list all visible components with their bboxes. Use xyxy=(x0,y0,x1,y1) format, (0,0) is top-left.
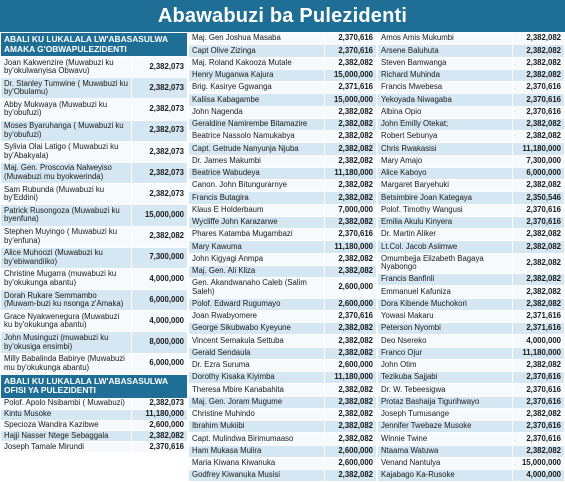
name-cell: Moses Byaruhanga ( Muwabuzi ku by'obufuzi) xyxy=(4,122,124,139)
name-cell: Gen. Akandwanaho Caleb (Salim Saleh) xyxy=(192,279,307,296)
name-cell: John Nagenda xyxy=(192,107,243,116)
table-row xyxy=(189,45,376,57)
table-row xyxy=(189,33,376,45)
table-row xyxy=(378,94,564,106)
name-cell: Beatrice Wabudeya xyxy=(192,169,260,178)
amount-cell: 2,370,616 xyxy=(512,94,564,105)
table-row xyxy=(1,248,187,269)
name-cell: Francis Butagira xyxy=(192,193,249,202)
table-row xyxy=(189,397,376,409)
name-cell: Klaus E Holderbaum xyxy=(192,205,264,214)
amount-cell: 2,382,082 xyxy=(324,409,376,420)
amount-cell: 7,300,000 xyxy=(131,248,187,268)
name-cell: Franco Ojur xyxy=(381,348,423,357)
table-row xyxy=(189,180,376,192)
table-row xyxy=(189,470,376,482)
amount-cell: 4,000,000 xyxy=(131,269,187,289)
name-cell: Richard Muhinda xyxy=(381,71,440,80)
amount-cell: 2,370,616 xyxy=(512,217,564,228)
name-cell: Brig. Kasirye Ggwanga xyxy=(192,83,272,92)
name-cell: Wycliffe John Karazarwe xyxy=(192,218,278,227)
amount-cell: 2,600,000 xyxy=(324,360,376,371)
table-row xyxy=(378,397,564,409)
amount-cell: 11,180,000 xyxy=(324,372,376,383)
table-row xyxy=(378,143,564,155)
amount-cell: 2,382,082 xyxy=(324,156,376,167)
table-row xyxy=(189,82,376,94)
amount-cell: 2,382,082 xyxy=(324,107,376,118)
name-cell: Arsene Baluhuta xyxy=(381,46,439,55)
column-2 xyxy=(189,33,376,482)
name-cell: Capt. Getrude Nanyunja Njuba xyxy=(192,144,299,153)
name-cell: Venand Nantulya xyxy=(381,459,441,468)
table-row xyxy=(378,372,564,384)
name-cell: Dr. W. Tebeesigwa xyxy=(381,385,446,394)
name-cell: Dorothy Kisaka Kiyimba xyxy=(192,373,275,382)
amount-cell: 2,382,073 xyxy=(131,399,187,409)
table-row xyxy=(189,192,376,204)
name-cell: Alice Kaboyo xyxy=(381,169,427,178)
name-cell: Capt Olive Zizinga xyxy=(192,46,256,55)
name-cell: Robert Sebunya xyxy=(381,132,438,141)
table-row xyxy=(1,78,187,99)
amount-cell: 8,000,000 xyxy=(131,332,187,352)
amount-cell: 2,382,082 xyxy=(512,131,564,142)
table-row xyxy=(378,82,564,94)
amount-cell: 2,600,000 xyxy=(324,458,376,469)
amount-cell: 11,180,000 xyxy=(324,241,376,252)
amount-cell: 2,382,082 xyxy=(512,254,564,274)
name-cell: Ntaama Watuwa xyxy=(381,446,439,455)
name-cell: Christine Muhindo xyxy=(192,410,255,419)
table-row xyxy=(378,33,564,45)
name-cell: Betsimbire Joan Kategaya xyxy=(381,193,473,202)
amount-cell: 2,382,073 xyxy=(131,184,187,204)
name-cell: Phares Katamba Mugambazi xyxy=(192,230,293,239)
table-row xyxy=(189,156,376,168)
table-row xyxy=(189,421,376,433)
amount-cell: 11,180,000 xyxy=(131,410,187,420)
amount-cell: 2,382,082 xyxy=(324,335,376,346)
table-row xyxy=(189,168,376,180)
name-cell: Beatrice Nassolo Namukabya xyxy=(192,132,295,141)
name-cell: Omumbejja Elizabeth Bagaya Nyabongo xyxy=(381,254,484,272)
table-row xyxy=(1,142,187,163)
amount-cell: 2,370,616 xyxy=(512,384,564,395)
name-cell: Francis Mwebesa xyxy=(381,83,443,92)
table-row xyxy=(378,446,564,458)
name-cell: John Musinguzi (muwabuzi ku by'okusiga ensimbi) xyxy=(4,333,109,351)
table-row xyxy=(1,99,187,120)
name-cell: Abby Mukwaya (Muwabuzi ku by'obufuzi) xyxy=(4,100,108,118)
amount-cell: 2,382,082 xyxy=(324,433,376,444)
name-cell: Maj. Gen Joshua Masaba xyxy=(192,34,281,43)
name-cell: Amos Amis Mukumbi xyxy=(381,34,454,43)
name-cell: Deo Nsereko xyxy=(381,336,427,345)
table-row xyxy=(378,119,564,131)
name-cell: Vincent Semakula Settuba xyxy=(192,336,284,345)
table-row xyxy=(378,217,564,229)
amount-cell: 11,180,000 xyxy=(512,348,564,359)
table-row xyxy=(189,70,376,82)
table-row xyxy=(189,254,376,266)
amount-cell: 15,000,000 xyxy=(131,205,187,225)
column-3 xyxy=(378,33,564,482)
amount-cell: 2,370,616 xyxy=(324,311,376,322)
table-row xyxy=(189,107,376,119)
table-row xyxy=(1,399,187,410)
amount-cell: 2,382,082 xyxy=(324,143,376,154)
table-row xyxy=(378,409,564,421)
name-cell: Geraldine Namirembe Bitamazire xyxy=(192,120,308,129)
table-row xyxy=(189,241,376,253)
table-row xyxy=(378,205,564,217)
amount-cell: 2,382,082 xyxy=(512,274,564,285)
section-rows xyxy=(1,57,187,375)
amount-cell: 2,382,082 xyxy=(131,227,187,247)
name-cell: Alice Muhoozi (Muwabuzi ku by'ebiwandiiko) xyxy=(4,249,103,266)
table-row xyxy=(378,421,564,433)
amount-cell: 2,382,082 xyxy=(512,241,564,252)
amount-cell: 2,370,616 xyxy=(512,397,564,408)
section-header: ABALI KU LUKALALA LW'ABASASULWA AMAKA G'OBWAPULEZIDENTI xyxy=(1,33,187,57)
table-row xyxy=(378,229,564,241)
amount-cell: 2,370,616 xyxy=(512,82,564,93)
amount-cell: 2,600,000 xyxy=(324,446,376,457)
table-row xyxy=(1,269,187,290)
table-row xyxy=(1,311,187,332)
table-row xyxy=(378,168,564,180)
table-row xyxy=(189,433,376,445)
page-title: Abawabuzi ba Pulezidenti xyxy=(0,0,565,32)
amount-cell: 2,382,073 xyxy=(131,121,187,141)
amount-cell: 2,382,082 xyxy=(512,45,564,56)
amount-cell: 11,180,000 xyxy=(324,168,376,179)
table-row xyxy=(189,323,376,335)
name-cell: Yowasi Makaru xyxy=(381,312,434,321)
name-cell: Henry Muganwa Kajura xyxy=(192,71,274,80)
name-cell: Kaliisa Kabagambe xyxy=(192,95,260,104)
name-cell: Kintu Musoke xyxy=(4,410,52,419)
amount-cell: 4,000,000 xyxy=(131,311,187,331)
amount-cell: 2,371,616 xyxy=(512,323,564,334)
amount-cell: 4,000,000 xyxy=(512,335,564,346)
name-cell: Capt. Mulindwa Birimumaaso xyxy=(192,434,294,443)
name-cell: John Kigyagi Anmpa xyxy=(192,254,264,263)
table-row xyxy=(378,299,564,311)
name-cell: Ham Mukasa Mulira xyxy=(192,446,262,455)
amount-cell: 2,382,082 xyxy=(512,446,564,457)
amount-cell: 2,382,073 xyxy=(131,99,187,119)
amount-cell: 2,382,082 xyxy=(512,58,564,69)
table-row xyxy=(378,348,564,360)
name-cell: Maj. Gen. Proscovia Nalweyiso (Muwabuzi mu byokwerinda) xyxy=(4,164,112,182)
table-row xyxy=(189,384,376,396)
table-row xyxy=(189,143,376,155)
name-cell: Mary Kawuma xyxy=(192,242,242,251)
name-cell: Dr. Stanley Tumwine ( Muwabuzi ku by'Obulamu) xyxy=(4,79,128,97)
name-cell: Dr. Martin Aliker xyxy=(381,230,437,239)
name-cell: John Emilly Otekat; xyxy=(381,120,449,129)
table-row xyxy=(378,241,564,253)
name-cell: Gerald Sendaula xyxy=(192,348,251,357)
amount-cell: 6,000,000 xyxy=(512,168,564,179)
table-row xyxy=(189,311,376,323)
amount-cell: 2,600,000 xyxy=(324,299,376,310)
name-cell: Kajabago Ka-Rusoke xyxy=(381,471,455,480)
amount-cell: 2,382,082 xyxy=(324,119,376,130)
name-cell: Maj. Gen. Ali Kliza xyxy=(192,267,256,276)
amount-cell: 2,382,082 xyxy=(512,70,564,81)
name-cell: Specioza Wandira Kazibwe xyxy=(4,421,99,430)
name-cell: Joseph Tamale Mirundi xyxy=(4,443,85,452)
table-row xyxy=(378,384,564,396)
table-row xyxy=(189,217,376,229)
table-row xyxy=(189,278,376,299)
name-cell: Polof. Apolo Nsibambi ( Muwabuzi) xyxy=(4,399,125,408)
name-cell: Grace Nyakwenegura (Muwabuzi ku by'okukunga abantu) xyxy=(4,312,120,330)
table-row xyxy=(378,107,564,119)
table-row xyxy=(378,311,564,323)
amount-cell: 6,000,000 xyxy=(131,354,187,374)
name-cell: Joan Kakwenzire (Muwabuzi ku by'okulwanyisa Obwavu) xyxy=(4,58,114,76)
table-row xyxy=(378,323,564,335)
name-cell: John Otim xyxy=(381,361,417,370)
name-cell: Joan Rwabyomere xyxy=(192,312,258,321)
amount-cell: 2,382,082 xyxy=(324,192,376,203)
amount-cell: 2,382,082 xyxy=(324,58,376,69)
name-cell: Stephen Muyingo ( Muwabuzi ku by'enfuna) xyxy=(4,228,118,245)
name-cell: Mary Amajo xyxy=(381,156,423,165)
table-row xyxy=(1,121,187,142)
name-cell: Dora Kibende Muchokori xyxy=(381,299,467,308)
name-cell: Emmanuel Kafuniza xyxy=(381,287,451,296)
amount-cell: 2,371,616 xyxy=(324,82,376,93)
name-cell: Lt.Col. Jacob Asiimwe xyxy=(381,242,458,251)
amount-cell: 2,370,616 xyxy=(131,442,187,452)
table-row xyxy=(1,290,187,311)
amount-cell: 2,382,082 xyxy=(512,286,564,297)
amount-cell: 2,382,082 xyxy=(324,384,376,395)
name-cell: Maj. Roland Kakooza Mutale xyxy=(192,58,292,67)
amount-cell: 2,382,082 xyxy=(512,409,564,420)
amount-cell: 2,382,082 xyxy=(324,348,376,359)
table-row xyxy=(189,299,376,311)
amount-cell: 2,382,082 xyxy=(512,119,564,130)
table-row xyxy=(378,58,564,70)
amount-cell: 2,370,616 xyxy=(512,107,564,118)
section-rows xyxy=(1,399,187,453)
table-row xyxy=(189,58,376,70)
amount-cell: 7,000,000 xyxy=(324,205,376,216)
amount-cell: 2,382,082 xyxy=(324,323,376,334)
amount-cell: 2,600,000 xyxy=(131,421,187,431)
amount-cell: 11,180,000 xyxy=(512,143,564,154)
table-row xyxy=(378,254,564,275)
amount-cell: 15,000,000 xyxy=(324,70,376,81)
name-cell: Dr. Ezra Suruma xyxy=(192,361,250,370)
name-cell: Ibrahim Mukiibi xyxy=(192,422,245,431)
name-cell: Milly Babalinda Babirye (Muwabuzi mu by'okukunga abantu) xyxy=(4,355,125,372)
table-row xyxy=(1,227,187,248)
amount-cell: 2,370,616 xyxy=(512,205,564,216)
amount-cell: 2,382,082 xyxy=(324,421,376,432)
table-row xyxy=(378,458,564,470)
amount-cell: 2,350,546 xyxy=(512,192,564,203)
table-row xyxy=(378,192,564,204)
name-cell: Sam Rubunda (Muwabuzi ku by'Eddini) xyxy=(4,185,105,203)
table-row xyxy=(189,335,376,347)
name-cell: Patrick Rusongoza (Muwabuzi ku byenfuna) xyxy=(4,206,120,224)
table-row xyxy=(1,431,187,442)
amount-cell: 2,370,616 xyxy=(324,45,376,56)
table-row xyxy=(189,205,376,217)
table-row xyxy=(1,332,187,353)
name-cell: Sylivia Olai Latigo ( Muwabuzi ku by'Abakyala) xyxy=(4,143,119,160)
name-cell: George Sikubwabo Kyeyune xyxy=(192,324,291,333)
amount-cell: 2,370,616 xyxy=(512,433,564,444)
table-row xyxy=(378,433,564,445)
amount-cell: 2,370,616 xyxy=(324,229,376,240)
name-cell: Canon. John Bitungurarnye xyxy=(192,181,287,190)
amount-cell: 2,382,073 xyxy=(131,142,187,162)
table-row xyxy=(189,94,376,106)
table-row xyxy=(1,421,187,432)
name-cell: Peterson Nyombi xyxy=(381,324,441,333)
amount-cell: 2,600,000 xyxy=(324,278,376,298)
amount-cell: 2,371,616 xyxy=(512,311,564,322)
table-row xyxy=(378,335,564,347)
amount-cell: 2,382,082 xyxy=(324,131,376,142)
name-cell: Dorah Rukare Semmambo (Muwam-buzi ku nsonga z'Amaka) xyxy=(4,291,124,309)
amount-cell: 4,000,000 xyxy=(512,470,564,481)
amount-cell: 7,300,000 xyxy=(512,156,564,167)
table-row xyxy=(378,274,564,286)
name-cell: Polof. Timothy Wangusi xyxy=(381,205,463,214)
name-cell: Yekoyada Niwagaba xyxy=(381,95,452,104)
amount-cell: 2,382,073 xyxy=(131,163,187,183)
amount-cell: 15,000,000 xyxy=(324,94,376,105)
table-row xyxy=(378,70,564,82)
table-row xyxy=(378,286,564,298)
amount-cell: 2,370,616 xyxy=(512,372,564,383)
amount-cell: 2,382,082 xyxy=(131,431,187,441)
table-row xyxy=(189,131,376,143)
amount-cell: 2,382,082 xyxy=(512,33,564,44)
amount-cell: 2,382,082 xyxy=(324,470,376,481)
table-row xyxy=(378,180,564,192)
name-cell: Steven Bamwanga xyxy=(381,58,447,67)
amount-cell: 2,382,082 xyxy=(512,299,564,310)
name-cell: Jennifer Twebaze Musoke xyxy=(381,422,472,431)
amount-cell: 2,382,082 xyxy=(324,254,376,265)
amount-cell: 2,382,082 xyxy=(512,180,564,191)
table-row xyxy=(189,119,376,131)
name-cell: Tezikuba Sajjabi xyxy=(381,373,438,382)
table-row xyxy=(189,266,376,278)
table-row xyxy=(1,205,187,226)
amount-cell: 2,382,082 xyxy=(324,217,376,228)
section-header: ABALI KU LUKALALA LW'ABASASULWA OFISI YA PULEZIDENTI xyxy=(1,375,187,399)
amount-cell: 15,000,000 xyxy=(512,458,564,469)
table-row xyxy=(378,131,564,143)
table-row xyxy=(1,163,187,184)
name-cell: Hajji Nasser Ntege Sebaggala xyxy=(4,432,109,441)
table-row xyxy=(189,372,376,384)
name-cell: Albina Opio xyxy=(381,107,422,116)
name-cell: Maj. Gen. Joram Mugume xyxy=(192,397,283,406)
table-row xyxy=(189,229,376,241)
table-row xyxy=(189,409,376,421)
table-row xyxy=(378,156,564,168)
name-cell: Christine Mugarra (muwabuzi ku by'okukunga abantu) xyxy=(4,270,117,287)
table-row xyxy=(1,410,187,421)
name-cell: Godfrey Kiwanuka Musisi xyxy=(192,471,280,480)
column-1 xyxy=(1,33,187,453)
amount-cell: 2,382,082 xyxy=(324,397,376,408)
name-cell: Emilia Akulu Kinyera xyxy=(381,218,453,227)
table-row xyxy=(378,45,564,57)
name-cell: Theresa Mbire Kanabahita xyxy=(192,385,284,394)
table-row xyxy=(378,360,564,372)
name-cell: Joseph Tumusange xyxy=(381,410,450,419)
table-row xyxy=(1,354,187,375)
table-row xyxy=(1,442,187,453)
table-row xyxy=(189,458,376,470)
amount-cell: 6,000,000 xyxy=(131,290,187,310)
amount-cell: 2,382,082 xyxy=(324,180,376,191)
amount-cell: 2,382,073 xyxy=(131,78,187,98)
table-row xyxy=(189,348,376,360)
table-row xyxy=(1,184,187,205)
name-cell: Margaret Baryehuki xyxy=(381,181,450,190)
name-cell: Polof. Edward Rugumayo xyxy=(192,299,281,308)
name-cell: Winnie Twine xyxy=(381,434,428,443)
name-cell: Maria Kiwana Kiwanuka xyxy=(192,459,276,468)
table-row xyxy=(189,360,376,372)
amount-cell: 2,370,616 xyxy=(324,33,376,44)
name-cell: Dr. James Makumbi xyxy=(192,156,261,165)
name-cell: Protaz Bashaija Tigurihwayo xyxy=(381,397,480,406)
amount-cell: 2,382,082 xyxy=(324,266,376,277)
table-row xyxy=(189,446,376,458)
name-cell: Chris Rwakasisi xyxy=(381,144,437,153)
amount-cell: 2,382,073 xyxy=(131,57,187,77)
table-row xyxy=(1,57,187,78)
amount-cell: 2,382,082 xyxy=(512,360,564,371)
amount-cell: 2,370,616 xyxy=(512,421,564,432)
name-cell: Francis Banfinli xyxy=(381,275,435,284)
amount-cell: 2,382,082 xyxy=(512,229,564,240)
table-row xyxy=(378,470,564,482)
